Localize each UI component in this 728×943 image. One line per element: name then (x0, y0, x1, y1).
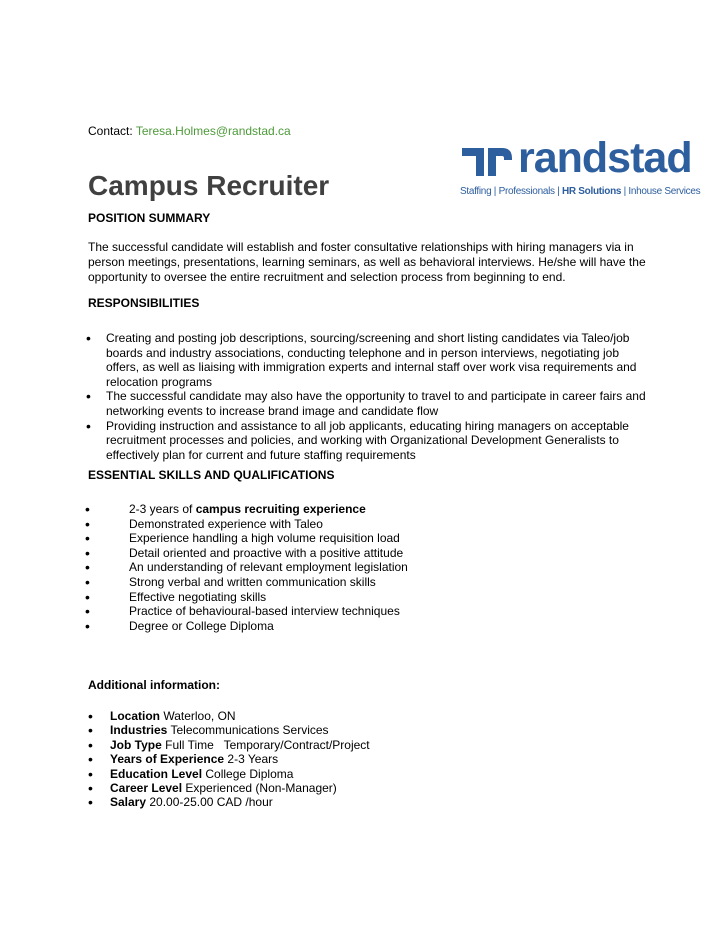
contact-line (88, 124, 291, 138)
list-item: • 2-3 years of campus recruiting experience (129, 502, 629, 517)
list-item: • Effective negotiating skills (129, 590, 629, 605)
list-item: • Providing instruction and assistance to all job applicants, educating hiring managers on acceptable recruitment processes and policies, and working with Organizational Development Generalists to effectively plan for current and future staffing requirements (106, 419, 651, 463)
position-summary-text: The successful candidate will establish and foster consultative relationships with hiring managers via in person meetings, presentations, learning seminars, as well as behavioral interviews. He/she will have the opportunity to oversee the entire recruitment and selection process from beginning to end. (88, 240, 646, 284)
responsibilities-heading: RESPONSIBILITIES (88, 296, 200, 310)
list-item: • Demonstrated experience with Taleo (129, 517, 629, 532)
position-summary-heading: POSITION SUMMARY (88, 211, 211, 225)
list-item: • Location Waterloo, ON (110, 709, 610, 723)
contact-email-link[interactable]: Teresa.Holmes@randstad.ca (135, 124, 291, 138)
randstad-logo (458, 128, 701, 208)
skills-list (129, 502, 629, 633)
list-item: • Salary 20.00-25.00 CAD /hour (110, 795, 610, 809)
list-item: • Experience handling a high volume requisition load (129, 531, 629, 546)
additional-info-heading: Additional information: (88, 678, 220, 692)
logo-tagline: Staffing | Professionals | HR Solutions | Inhouse Services (460, 186, 701, 197)
list-item: • Job Type Full Time Temporary/Contract/Project (110, 738, 610, 752)
logo-wordmark: randstad (518, 134, 692, 182)
page-title: Campus Recruiter (88, 170, 330, 201)
skills-heading: ESSENTIAL SKILLS AND QUALIFICATIONS (88, 468, 335, 482)
list-item: • The successful candidate may also have the opportunity to travel to and participate in career fairs and networking events to increase brand image and candidate flow (106, 389, 651, 418)
list-item: • Degree or College Diploma (129, 619, 629, 634)
list-item: • Detail oriented and proactive with a positive attitude (129, 546, 629, 561)
list-item: • Career Level Experienced (Non-Manager) (110, 781, 610, 795)
randstad-logo-mark-icon (458, 136, 518, 180)
list-item: • Creating and posting job descriptions, sourcing/screening and short listing candidates via Taleo/job boards and industry associations, conducting telephone and in person interviews, negotiating job offers, as well as liaising with immigration experts and internal staff over work visa requirements and relocation programs (106, 331, 651, 389)
list-item: • Practice of behavioural-based interview techniques (129, 604, 629, 619)
list-item: • Strong verbal and written communication skills (129, 575, 629, 590)
list-item: • Years of Experience 2-3 Years (110, 752, 610, 766)
additional-info-list (110, 709, 610, 810)
list-item: • Industries Telecommunications Services (110, 723, 610, 737)
list-item: • An understanding of relevant employment legislation (129, 560, 629, 575)
contact-label: Contact: (88, 124, 136, 138)
list-item: • Education Level College Diploma (110, 767, 610, 781)
responsibilities-list (106, 331, 651, 462)
